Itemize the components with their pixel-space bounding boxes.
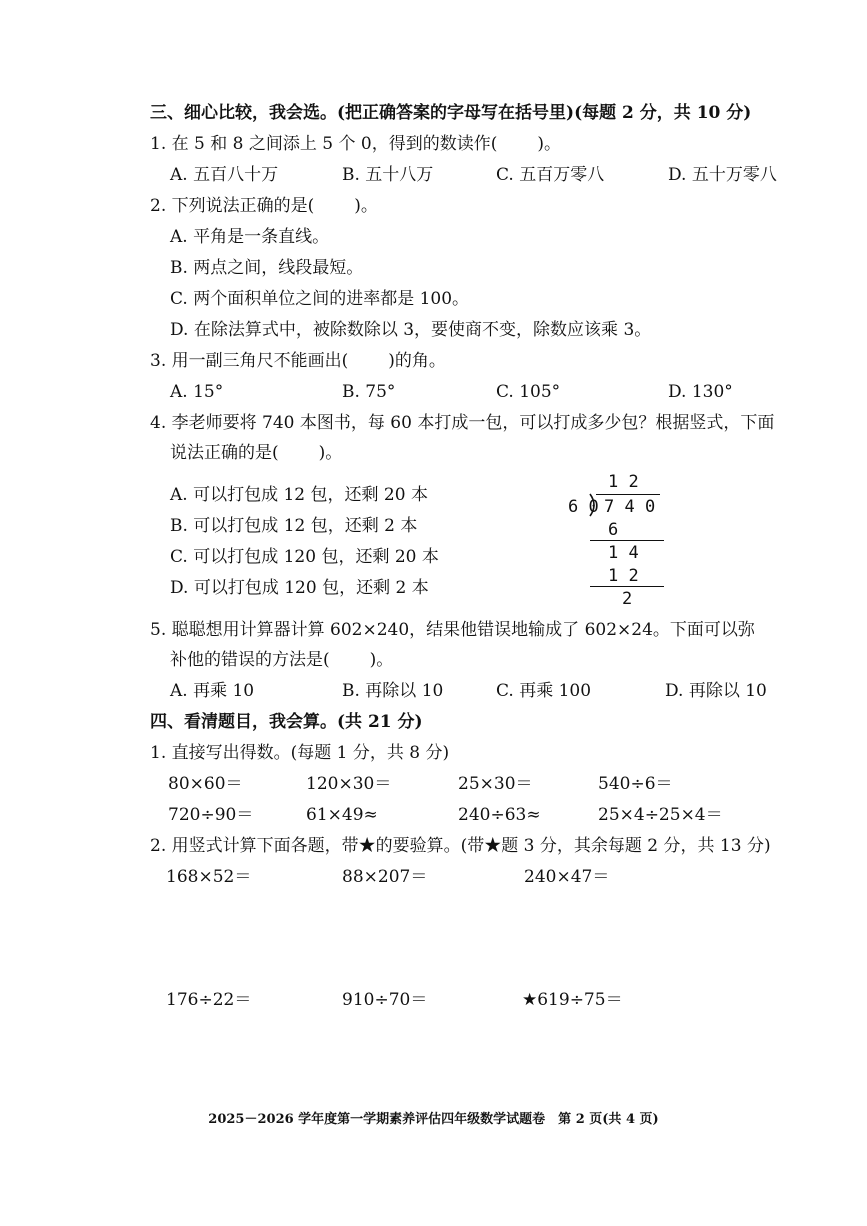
q4-stem-line2 [170, 442, 342, 464]
calc-item: 61×49≈ [306, 805, 378, 825]
q1-option-b: B. 五十八万 [342, 165, 434, 185]
q4-option-d: D. 可以打包成 120 包，还剩 2 本 [170, 578, 429, 598]
q2-stem [150, 195, 378, 217]
vertical-calc-item: ★619÷75＝ [522, 990, 623, 1010]
q5-option-a: A. 再乘 10 [170, 681, 255, 701]
step1-product: 6 [608, 520, 619, 540]
q5-option-b: B. 再除以 10 [342, 681, 444, 701]
page-footer: 2025－2026 学年度第一学期素养评估四年级数学试题卷 第 2 页(共 4 页) [208, 1112, 659, 1127]
vertical-calc-item: 240×47＝ [524, 867, 610, 887]
q1-stem-text: 1. 在 5 和 8 之间添上 5 个 0，得到的数读作( [150, 134, 498, 154]
vertical-calc-item: 910÷70＝ [342, 990, 428, 1010]
section4-part1-title: 1. 直接写出得数。(每题 1 分，共 8 分) [150, 743, 450, 763]
divisor: 6 0 [568, 497, 599, 517]
q1-stem-end: )。 [537, 134, 561, 154]
q1-stem [150, 133, 561, 155]
q3-option-d: D. 130° [668, 382, 733, 402]
q5-option-d: D. 再除以 10 [665, 681, 767, 701]
q2-option-d: D. 在除法算式中，被除数除以 3，要使商不变，除数应该乘 3。 [170, 320, 652, 340]
vertical-calc-item: 88×207＝ [342, 867, 428, 887]
q2-option-c: C. 两个面积单位之间的进率都是 100。 [170, 289, 470, 309]
calc-item: 120×30＝ [306, 774, 392, 794]
q1-option-d: D. 五十万零八 [668, 165, 777, 185]
q4-stem-text: 说法正确的是( [170, 443, 279, 463]
calc-item: 80×60＝ [168, 774, 243, 794]
q4-option-c: C. 可以打包成 120 包，还剩 20 本 [170, 547, 439, 567]
step3-product: 1 2 [608, 566, 639, 586]
q4-stem-end: )。 [318, 443, 343, 463]
q1-option-c: C. 五百万零八 [496, 165, 605, 185]
calc-item: 240÷63≈ [458, 805, 541, 825]
division-bar [596, 494, 660, 495]
q2-option-b: B. 两点之间，线段最短。 [170, 258, 364, 278]
calc-item: 540÷6＝ [598, 774, 673, 794]
calc-item: 25×30＝ [458, 774, 533, 794]
q5-stem-text: 补他的错误的方法是( [170, 650, 330, 670]
vertical-calc-item: 168×52＝ [166, 867, 252, 887]
q5-option-c: C. 再乘 100 [496, 681, 592, 701]
q2-stem-end: )。 [354, 196, 378, 216]
q3-option-c: C. 105° [496, 382, 561, 402]
step2-value: 1 4 [608, 543, 639, 563]
q2-option-a: A. 平角是一条直线。 [170, 227, 330, 247]
section3-title: 三、细心比较，我会选。(把正确答案的字母写在括号里)(每题 2 分，共 10 分) [150, 103, 752, 123]
q3-option-b: B. 75° [342, 382, 396, 402]
q5-stem-end: )。 [369, 650, 394, 670]
quotient: 1 2 [608, 472, 639, 492]
long-division-figure [560, 470, 680, 610]
q1-option-a: A. 五百八十万 [170, 165, 279, 185]
vertical-calc-item: 176÷22＝ [166, 990, 252, 1010]
q3-option-a: A. 15° [170, 382, 224, 402]
step3-rule [590, 586, 664, 587]
q4-stem-line1: 4. 李老师要将 740 本图书，每 60 本打成一包，可以打成多少包？根据竖式，下面 [150, 413, 775, 433]
q2-stem-text: 2. 下列说法正确的是( [150, 196, 315, 216]
q5-stem-line1: 5. 聪聪想用计算器计算 602×240，结果他错误地输成了 602×24。下面可以弥 [150, 620, 755, 640]
calc-item: 25×4÷25×4＝ [598, 805, 723, 825]
calc-item: 720÷90＝ [168, 805, 254, 825]
dividend: 7 4 0 [604, 497, 656, 517]
q3-stem-end: )的角。 [388, 351, 446, 371]
q4-option-b: B. 可以打包成 12 包，还剩 2 本 [170, 516, 418, 536]
q4-option-a: A. 可以打包成 12 包，还剩 20 本 [170, 485, 428, 505]
section4-part2-title: 2. 用竖式计算下面各题，带★的要验算。(带★题 3 分，其余每题 2 分，共 13 分) [150, 836, 771, 856]
q5-stem-line2 [170, 649, 393, 671]
remainder: 2 [622, 589, 633, 609]
step1-rule [590, 540, 664, 541]
q3-stem-text: 3. 用一副三角尺不能画出( [150, 351, 349, 371]
q3-stem [150, 350, 446, 372]
section4-title: 四、看清题目，我会算。(共 21 分) [150, 712, 423, 732]
